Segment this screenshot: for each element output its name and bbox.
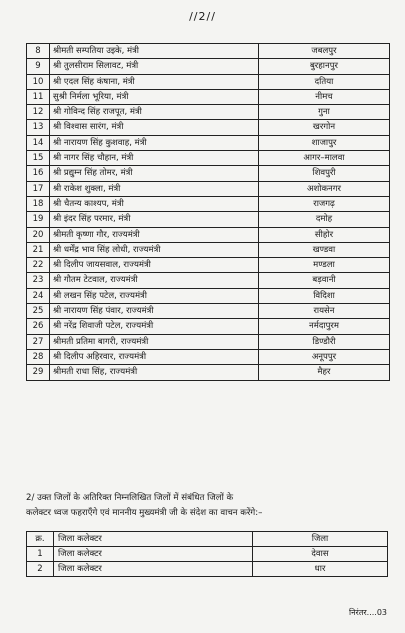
minister-name: श्रीमती कृष्णा गौर, राज्यमंत्री bbox=[50, 227, 259, 242]
minister-name: श्रीमती सम्पतिया उइके, मंत्री bbox=[50, 44, 259, 59]
row-serial: 29 bbox=[27, 365, 50, 380]
assigned-district: नीमच bbox=[259, 89, 390, 104]
assigned-district: बड़वानी bbox=[259, 273, 390, 288]
ministers-table bbox=[26, 43, 390, 381]
table-row bbox=[27, 273, 390, 288]
minister-name: श्री प्रद्युम्न सिंह तोमर, मंत्री bbox=[50, 166, 259, 181]
table-row bbox=[27, 44, 390, 59]
table-row bbox=[27, 319, 390, 334]
table-row bbox=[27, 562, 388, 577]
assigned-district: जबलपुर bbox=[259, 44, 390, 59]
assigned-district: अशोकनगर bbox=[259, 181, 390, 196]
table-row bbox=[27, 288, 390, 303]
table-row bbox=[27, 135, 390, 150]
row-serial: 25 bbox=[27, 304, 50, 319]
assigned-district: रायसेन bbox=[259, 304, 390, 319]
row-serial: 14 bbox=[27, 135, 50, 150]
table-row bbox=[27, 166, 390, 181]
row-serial: 16 bbox=[27, 166, 50, 181]
row-serial: 27 bbox=[27, 334, 50, 349]
table-row bbox=[27, 227, 390, 242]
instruction-paragraph bbox=[26, 491, 392, 521]
table-row bbox=[27, 365, 390, 380]
assigned-district: आगर–मालवा bbox=[259, 151, 390, 166]
row-district: देवास bbox=[253, 547, 388, 562]
row-serial: 8 bbox=[27, 44, 50, 59]
table-row bbox=[27, 349, 390, 364]
row-serial: 2 bbox=[27, 562, 54, 577]
row-serial: 12 bbox=[27, 105, 50, 120]
minister-name: श्री राकेश शुक्ला, मंत्री bbox=[50, 181, 259, 196]
row-serial: 23 bbox=[27, 273, 50, 288]
assigned-district: दमोह bbox=[259, 212, 390, 227]
minister-name: सुश्री निर्मला भूरिया, मंत्री bbox=[50, 89, 259, 104]
table-row bbox=[27, 105, 390, 120]
paragraph-line-2: कलेक्टर ध्वज फहराएँगे एवं माननीय मुख्यमंत्री जी के संदेश का वाचन करेंगे:– bbox=[26, 508, 263, 518]
table-row bbox=[27, 74, 390, 89]
table-row bbox=[27, 181, 390, 196]
row-serial: 10 bbox=[27, 74, 50, 89]
minister-name: श्री गोविन्द सिंह राजपूत, मंत्री bbox=[50, 105, 259, 120]
minister-name: श्री दिलीप अहिरवार, राज्यमंत्री bbox=[50, 349, 259, 364]
minister-name: श्री नारायण सिंह पंवार, राज्यमंत्री bbox=[50, 304, 259, 319]
assigned-district: शाजापुर bbox=[259, 135, 390, 150]
assigned-district: बुरहानपुर bbox=[259, 59, 390, 74]
minister-name: श्री इंदर सिंह परमार, मंत्री bbox=[50, 212, 259, 227]
assigned-district: सीहोर bbox=[259, 227, 390, 242]
assigned-district: डिण्डौरी bbox=[259, 334, 390, 349]
row-serial: 1 bbox=[27, 547, 54, 562]
row-serial: 22 bbox=[27, 258, 50, 273]
assigned-district: नर्मदापुरम bbox=[259, 319, 390, 334]
table-row bbox=[27, 334, 390, 349]
minister-name: श्री तुलसीराम सिलावट, मंत्री bbox=[50, 59, 259, 74]
minister-name: श्री चैतन्य काश्यप, मंत्री bbox=[50, 196, 259, 211]
assigned-district: मैहर bbox=[259, 365, 390, 380]
row-serial: 28 bbox=[27, 349, 50, 364]
paragraph-line-1: 2/ उक्त जिलों के अतिरिक्त निम्नलिखित जिलों में संबंधित जिलों के bbox=[26, 493, 234, 503]
row-serial: 20 bbox=[27, 227, 50, 242]
collector-table-header bbox=[27, 532, 388, 547]
row-serial: 24 bbox=[27, 288, 50, 303]
minister-name: श्री धर्मेंद्र भाव सिंह लोधी, राज्यमंत्री bbox=[50, 242, 259, 257]
assigned-district: खण्डवा bbox=[259, 242, 390, 257]
table-row bbox=[27, 89, 390, 104]
minister-name: श्री लखन सिंह पटेल, राज्यमंत्री bbox=[50, 288, 259, 303]
row-role: जिला कलेक्टर bbox=[54, 547, 253, 562]
row-serial: 19 bbox=[27, 212, 50, 227]
minister-name: श्री विश्वास सारंग, मंत्री bbox=[50, 120, 259, 135]
minister-name: श्रीमती प्रतिमा बागरी, राज्यमंत्री bbox=[50, 334, 259, 349]
assigned-district: मण्डला bbox=[259, 258, 390, 273]
table-row bbox=[27, 59, 390, 74]
collector-table bbox=[26, 531, 388, 577]
header-district: जिला bbox=[253, 532, 388, 547]
row-serial: 11 bbox=[27, 89, 50, 104]
table-row bbox=[27, 196, 390, 211]
table-row bbox=[27, 242, 390, 257]
continuation-note: निरंतर....03 bbox=[349, 608, 387, 617]
table-row bbox=[27, 258, 390, 273]
page-number: //2// bbox=[189, 10, 216, 23]
row-serial: 13 bbox=[27, 120, 50, 135]
header-collector: जिला कलेक्टर bbox=[54, 532, 253, 547]
row-serial: 15 bbox=[27, 151, 50, 166]
assigned-district: शिवपुरी bbox=[259, 166, 390, 181]
minister-name: श्री नारायण सिंह कुशवाह, मंत्री bbox=[50, 135, 259, 150]
row-serial: 21 bbox=[27, 242, 50, 257]
assigned-district: दतिया bbox=[259, 74, 390, 89]
table-row bbox=[27, 304, 390, 319]
table-row bbox=[27, 212, 390, 227]
table-row bbox=[27, 120, 390, 135]
table-row bbox=[27, 151, 390, 166]
minister-name: श्री एदल सिंह कंषाना, मंत्री bbox=[50, 74, 259, 89]
assigned-district: विदिशा bbox=[259, 288, 390, 303]
minister-name: श्री गौतम टेटवाल, राज्यमंत्री bbox=[50, 273, 259, 288]
minister-name: श्री नरेंद्र शिवाजी पटेल, राज्यमंत्री bbox=[50, 319, 259, 334]
assigned-district: अनूपपुर bbox=[259, 349, 390, 364]
minister-name: श्री नागर सिंह चौहान, मंत्री bbox=[50, 151, 259, 166]
header-serial: क्र. bbox=[27, 532, 54, 547]
assigned-district: राजगढ़ bbox=[259, 196, 390, 211]
row-serial: 26 bbox=[27, 319, 50, 334]
assigned-district: गुना bbox=[259, 105, 390, 120]
row-role: जिला कलेक्टर bbox=[54, 562, 253, 577]
assigned-district: खरगोन bbox=[259, 120, 390, 135]
row-serial: 18 bbox=[27, 196, 50, 211]
minister-name: श्रीमती राधा सिंह, राज्यमंत्री bbox=[50, 365, 259, 380]
table-row bbox=[27, 547, 388, 562]
row-serial: 9 bbox=[27, 59, 50, 74]
row-serial: 17 bbox=[27, 181, 50, 196]
minister-name: श्री दिलीप जायसवाल, राज्यमंत्री bbox=[50, 258, 259, 273]
row-district: धार bbox=[253, 562, 388, 577]
